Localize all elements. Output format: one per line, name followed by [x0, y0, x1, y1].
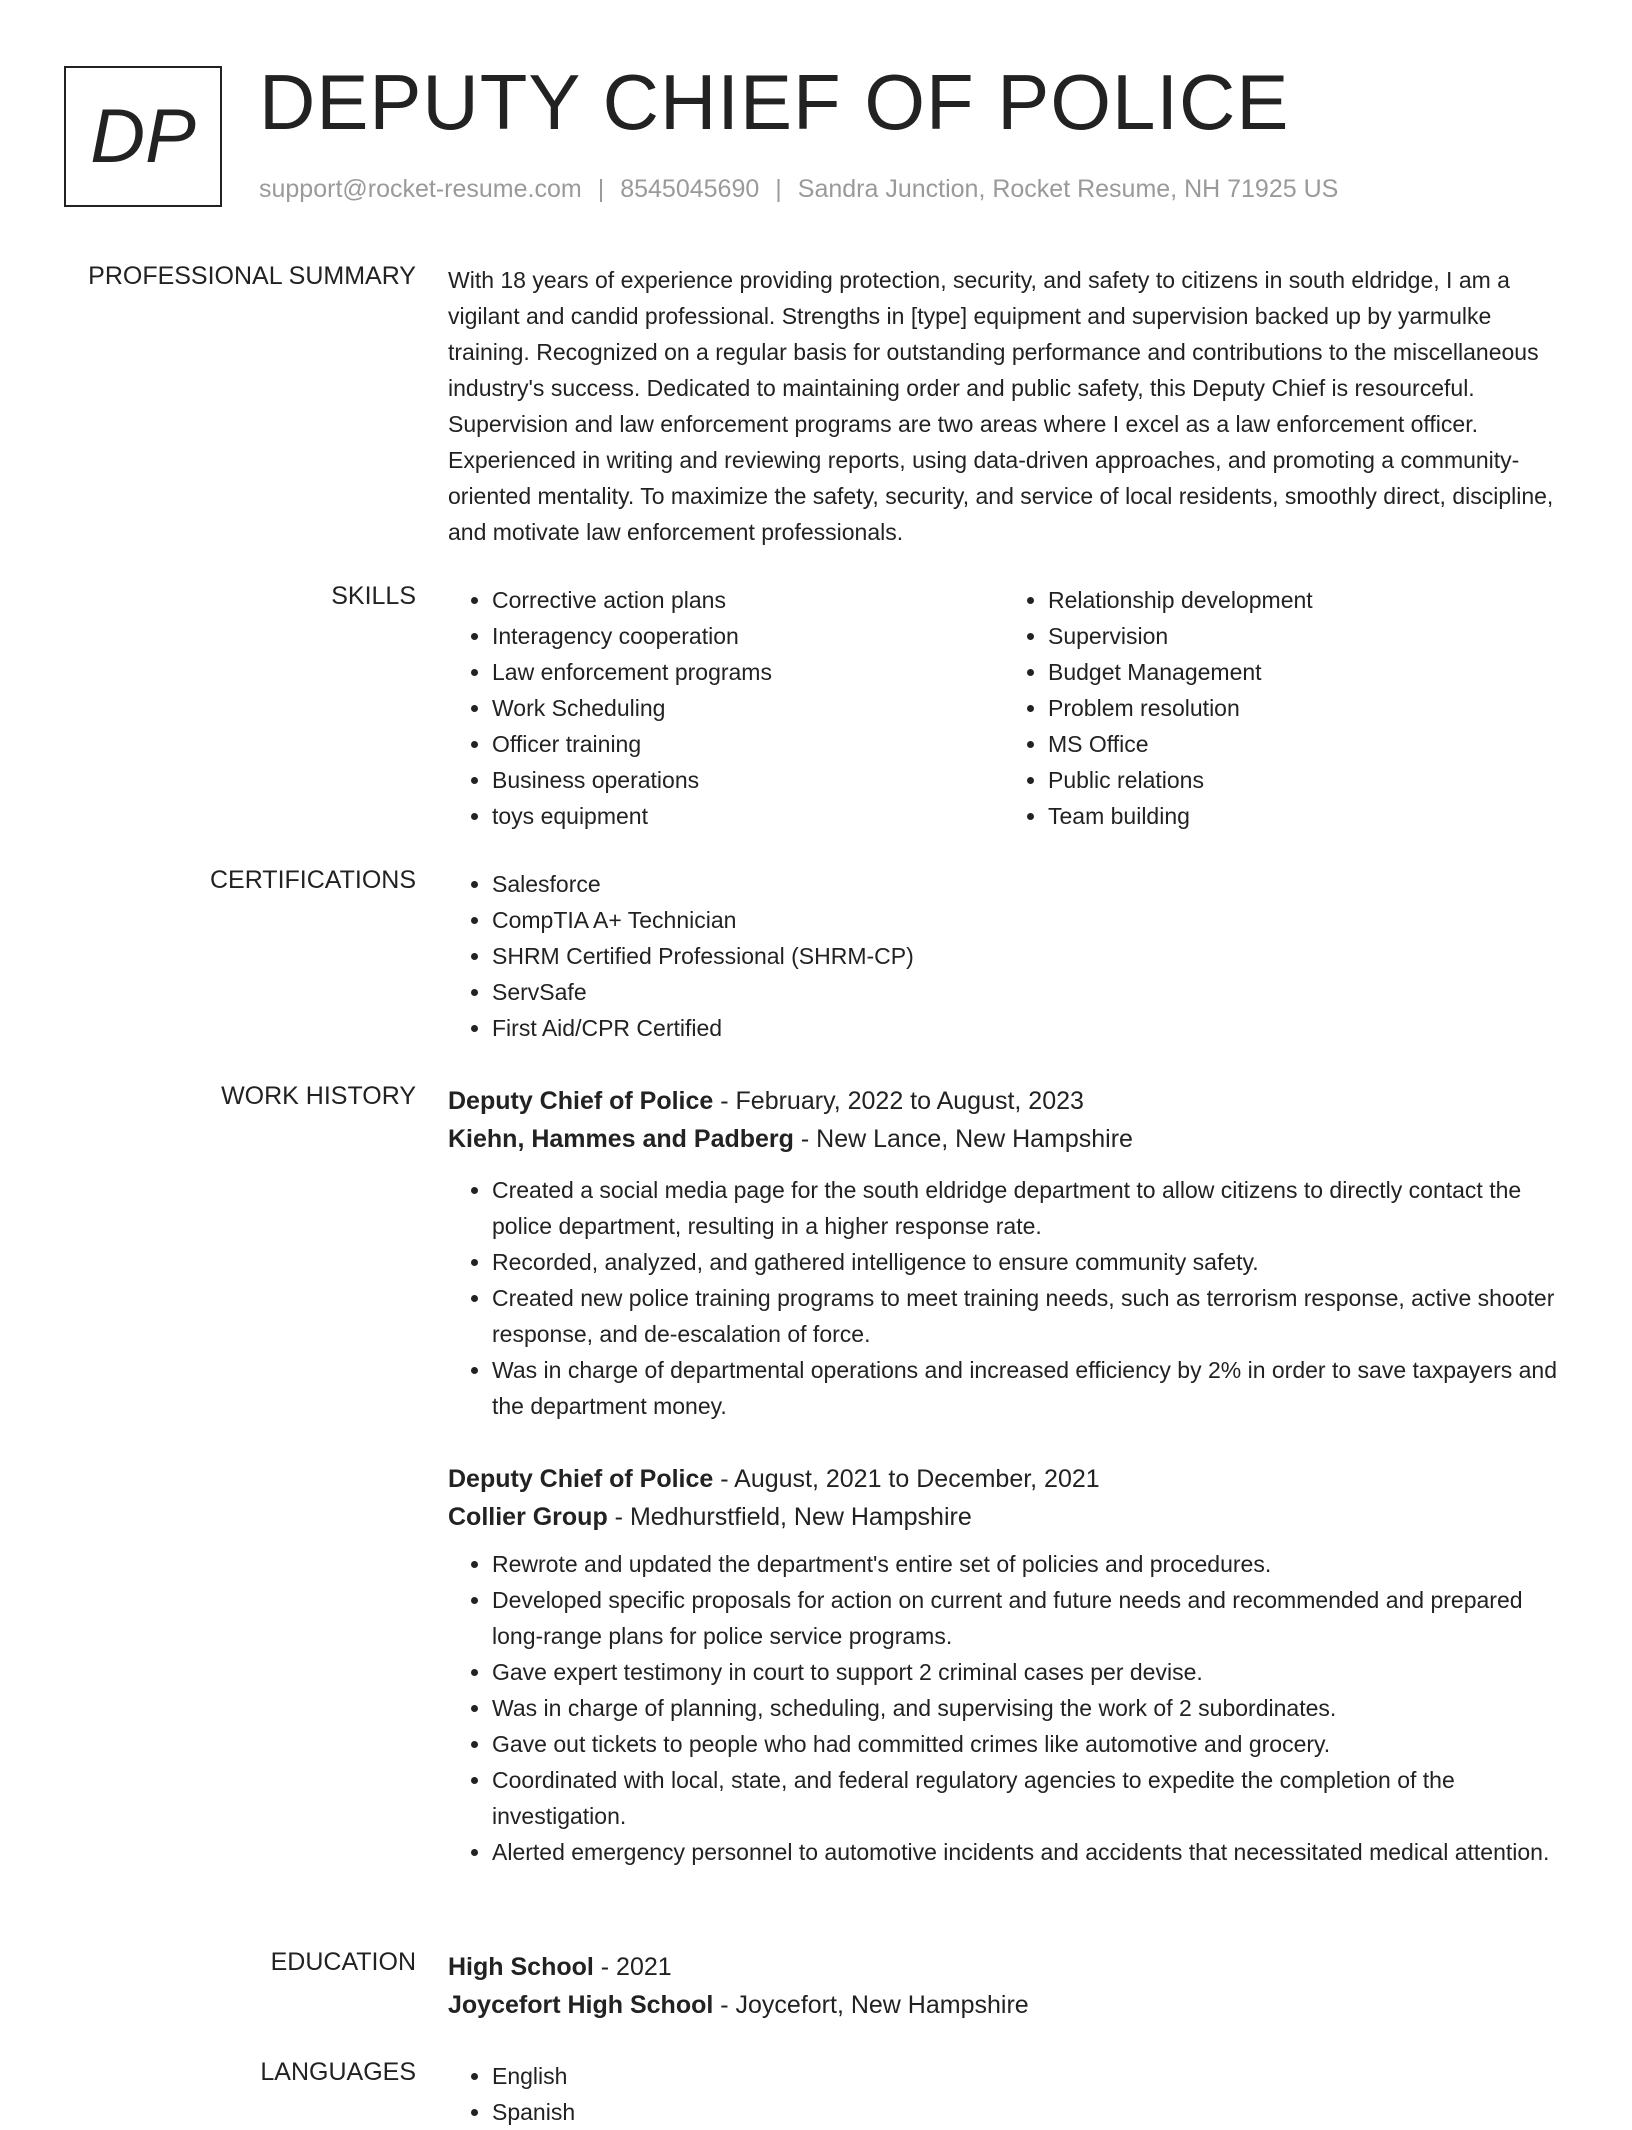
contact-separator: |: [775, 175, 782, 203]
contact-line: [259, 175, 1338, 204]
list-item: • Team building: [1048, 798, 1560, 834]
list-item: • Gave expert testimony in court to support 2 criminal cases per devise.: [492, 1654, 1560, 1690]
education-location: - Joycefort, New Hampshire: [713, 1991, 1029, 2019]
list-item: • Corrective action plans: [492, 582, 1004, 618]
contact-address: Sandra Junction, Rocket Resume, NH 71925 US: [797, 175, 1339, 203]
list-item: • Alerted emergency personnel to automotive incidents and accidents that necessitated medical attention.: [492, 1834, 1560, 1870]
education-degree: High School: [448, 1953, 594, 1981]
job-company: Collier Group: [448, 1503, 608, 1531]
section-label-certifications: CERTIFICATIONS: [209, 866, 416, 894]
job-location: - New Lance, New Hampshire: [793, 1125, 1133, 1153]
certifications-list: [448, 866, 1560, 1046]
skills-list-left: [448, 582, 1004, 834]
page-title: DEPUTY CHIEF OF POLICE: [259, 58, 1290, 146]
list-item: • toys equipment: [492, 798, 1004, 834]
list-item: • Salesforce: [492, 866, 1560, 902]
languages-content: [448, 2058, 1560, 2130]
job-company: Kiehn, Hammes and Padberg: [448, 1125, 794, 1153]
summary-content: [448, 262, 1560, 550]
monogram-box: [64, 66, 222, 207]
list-item: • SHRM Certified Professional (SHRM-CP): [492, 938, 1560, 974]
list-item: • Created a social media page for the south eldridge department to allow citizens to directly contact the police department, resulting in a higher response rate.: [492, 1172, 1560, 1244]
list-item: • Was in charge of planning, scheduling, and supervising the work of 2 subordinates.: [492, 1690, 1560, 1726]
list-item: • Officer training: [492, 726, 1004, 762]
education-school-line: [448, 1986, 1560, 2024]
job-location: - Medhurstfield, New Hampshire: [607, 1503, 972, 1531]
certifications-content: [448, 866, 1560, 1046]
list-item: • MS Office: [1048, 726, 1560, 762]
list-item: • Public relations: [1048, 762, 1560, 798]
list-item: • Work Scheduling: [492, 690, 1004, 726]
job-bullets: [448, 1172, 1560, 1424]
list-item: • Problem resolution: [1048, 690, 1560, 726]
list-item: • Law enforcement programs: [492, 654, 1004, 690]
education-year: - 2021: [593, 1953, 672, 1981]
list-item: • Recorded, analyzed, and gathered intelligence to ensure community safety.: [492, 1244, 1560, 1280]
section-label-summary: PROFESSIONAL SUMMARY: [88, 262, 416, 290]
list-item: • Coordinated with local, state, and federal regulatory agencies to expedite the completion of the investigation.: [492, 1762, 1560, 1834]
work-content: [448, 1082, 1560, 1424]
list-item: • Budget Management: [1048, 654, 1560, 690]
list-item: • CompTIA A+ Technician: [492, 902, 1560, 938]
section-label-work: WORK HISTORY: [221, 1082, 416, 1110]
list-item: • English: [492, 2058, 1560, 2094]
list-item: • Supervision: [1048, 618, 1560, 654]
contact-separator: |: [597, 175, 605, 203]
job-dates: - February, 2022 to August, 2023: [713, 1087, 1084, 1115]
work-content: [448, 1460, 1560, 1870]
list-item: • Spanish: [492, 2094, 1560, 2130]
section-label-languages: LANGUAGES: [260, 2058, 416, 2086]
section-label-education: EDUCATION: [270, 1948, 416, 1976]
education-school: Joycefort High School: [448, 1991, 714, 2019]
skills-list-right: [1004, 582, 1560, 834]
education-degree-line: [448, 1948, 1560, 1986]
job-bullets: [448, 1546, 1560, 1870]
job-entry: [448, 1082, 1560, 1424]
list-item: • Gave out tickets to people who had committed crimes like automotive and grocery.: [492, 1726, 1560, 1762]
job-title: Deputy Chief of Police: [448, 1465, 714, 1493]
job-company-line: [448, 1498, 1560, 1536]
list-item: • ServSafe: [492, 974, 1560, 1010]
list-item: • Was in charge of departmental operations and increased efficiency by 2% in order to save taxpayers and the department money.: [492, 1352, 1560, 1424]
job-title-line: [448, 1460, 1560, 1498]
job-dates: - August, 2021 to December, 2021: [713, 1465, 1100, 1493]
list-item: • Rewrote and updated the department's entire set of policies and procedures.: [492, 1546, 1560, 1582]
list-item: • Interagency cooperation: [492, 618, 1004, 654]
list-item: • Created new police training programs to meet training needs, such as terrorism response, active shooter response, and de-escalation of force.: [492, 1280, 1560, 1352]
list-item: • Business operations: [492, 762, 1004, 798]
list-item: • First Aid/CPR Certified: [492, 1010, 1560, 1046]
job-entry: [448, 1460, 1560, 1870]
education-content: [448, 1948, 1560, 2024]
contact-phone: 8545045690: [620, 175, 760, 203]
contact-email: support@rocket-resume.com: [259, 175, 582, 203]
monogram-initials: DP: [90, 94, 196, 179]
job-title: Deputy Chief of Police: [448, 1087, 714, 1115]
job-title-line: [448, 1082, 1560, 1120]
summary-text: With 18 years of experience providing protection, security, and safety to citizens in south eldridge, I am a vigilant and candid professional. Strengths in [type] equipment and supervision backed up by yarmulke training. Recognized on a regular basis for outstanding performance and contributions to the miscellaneous industry's success. Dedicated to maintaining order and public safety, this Deputy Chief is resourceful. Supervision and law enforcement programs are two areas where I excel as a law enforcement officer. Experienced in writing and reviewing reports, using data-driven approaches, and promoting a community-oriented mentality. To maximize the safety, security, and service of local residents, smoothly direct, discipline, and motivate law enforcement professionals.: [448, 267, 1554, 545]
list-item: • Developed specific proposals for action on current and future needs and recommended and prepared long-range plans for police service programs.: [492, 1582, 1560, 1654]
list-item: • Relationship development: [1048, 582, 1560, 618]
section-label-skills: SKILLS: [331, 582, 416, 610]
job-company-line: [448, 1120, 1560, 1158]
languages-list: [448, 2058, 1560, 2130]
skills-content: [448, 582, 1560, 834]
